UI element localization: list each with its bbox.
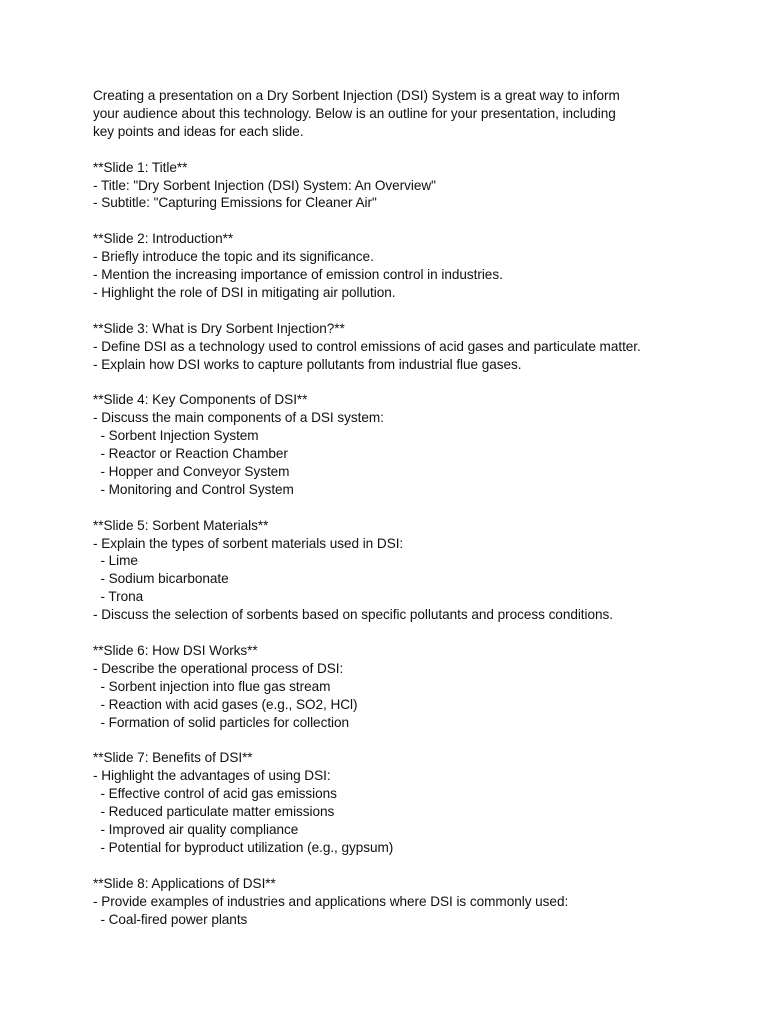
bullet-item: - Define DSI as a technology used to control emissions of acid gases and particulate matter. — [93, 338, 641, 354]
bullet-item: - Explain how DSI works to capture pollutants from industrial flue gases. — [93, 356, 522, 372]
slide-section — [93, 517, 733, 624]
slide-heading: **Slide 1: Title** — [93, 159, 188, 175]
bullet-item: - Explain the types of sorbent materials used in DSI: — [93, 535, 404, 551]
document-body — [93, 87, 733, 946]
sub-bullet-item: - Sorbent injection into flue gas stream — [93, 678, 331, 694]
slide-section — [93, 320, 733, 374]
bullet-item: - Describe the operational process of DSI: — [93, 660, 344, 676]
bullet-item: - Highlight the role of DSI in mitigating air pollution. — [93, 284, 396, 300]
bullet-item: - Provide examples of industries and applications where DSI is commonly used: — [93, 893, 569, 909]
slide-heading: **Slide 3: What is Dry Sorbent Injection?** — [93, 320, 345, 336]
sub-bullet-item: - Coal-fired power plants — [93, 911, 248, 927]
slide-heading: **Slide 8: Applications of DSI** — [93, 875, 276, 891]
sub-bullet-item: - Hopper and Conveyor System — [93, 463, 290, 479]
slide-section — [93, 159, 733, 213]
intro-paragraph: Creating a presentation on a Dry Sorbent Injection (DSI) System is a great way to inform your audience about this technology. Below is an outline for your presentation, including key points and ideas for each slide. — [93, 88, 620, 139]
bullet-item: - Title: "Dry Sorbent Injection (DSI) System: An Overview" — [93, 177, 436, 193]
bullet-item: - Highlight the advantages of using DSI: — [93, 768, 331, 784]
sub-bullet-item: - Potential for byproduct utilization (e.g., gypsum) — [93, 839, 394, 855]
sub-bullet-item: - Sodium bicarbonate — [93, 571, 229, 587]
bullet-item: - Mention the increasing importance of emission control in industries. — [93, 267, 503, 283]
slide-section — [93, 391, 733, 498]
slide-heading: **Slide 6: How DSI Works** — [93, 643, 258, 658]
slide-section — [93, 230, 733, 302]
sub-bullet-item: - Reduced particulate matter emissions — [93, 804, 335, 820]
slide-heading: **Slide 7: Benefits of DSI** — [93, 750, 253, 766]
sub-bullet-item: - Reactor or Reaction Chamber — [93, 446, 288, 462]
slide-section — [93, 875, 733, 929]
slide-heading: **Slide 5: Sorbent Materials** — [93, 517, 269, 533]
bullet-item: - Discuss the main components of a DSI system: — [93, 410, 384, 426]
slide-heading: **Slide 2: Introduction** — [93, 231, 234, 247]
slide-heading: **Slide 4: Key Components of DSI** — [93, 392, 308, 408]
sub-bullet-item: - Trona — [93, 589, 144, 605]
bullet-item: - Briefly introduce the topic and its significance. — [93, 249, 374, 265]
sub-bullet-item: - Lime — [93, 553, 138, 569]
slide-section — [93, 642, 733, 732]
sub-bullet-item: - Formation of solid particles for collection — [93, 714, 350, 730]
sub-bullet-item: - Monitoring and Control System — [93, 481, 294, 497]
sub-bullet-item: - Reaction with acid gases (e.g., SO2, HCl) — [93, 696, 358, 712]
sub-bullet-item: - Improved air quality compliance — [93, 822, 299, 838]
slide-outline — [93, 159, 733, 929]
bullet-item: - Discuss the selection of sorbents based on specific pollutants and process conditions. — [93, 607, 614, 623]
sub-bullet-item: - Sorbent Injection System — [93, 428, 259, 444]
bullet-item: - Subtitle: "Capturing Emissions for Cleaner Air" — [93, 195, 377, 211]
slide-section — [93, 749, 733, 856]
sub-bullet-item: - Effective control of acid gas emissions — [93, 786, 337, 802]
